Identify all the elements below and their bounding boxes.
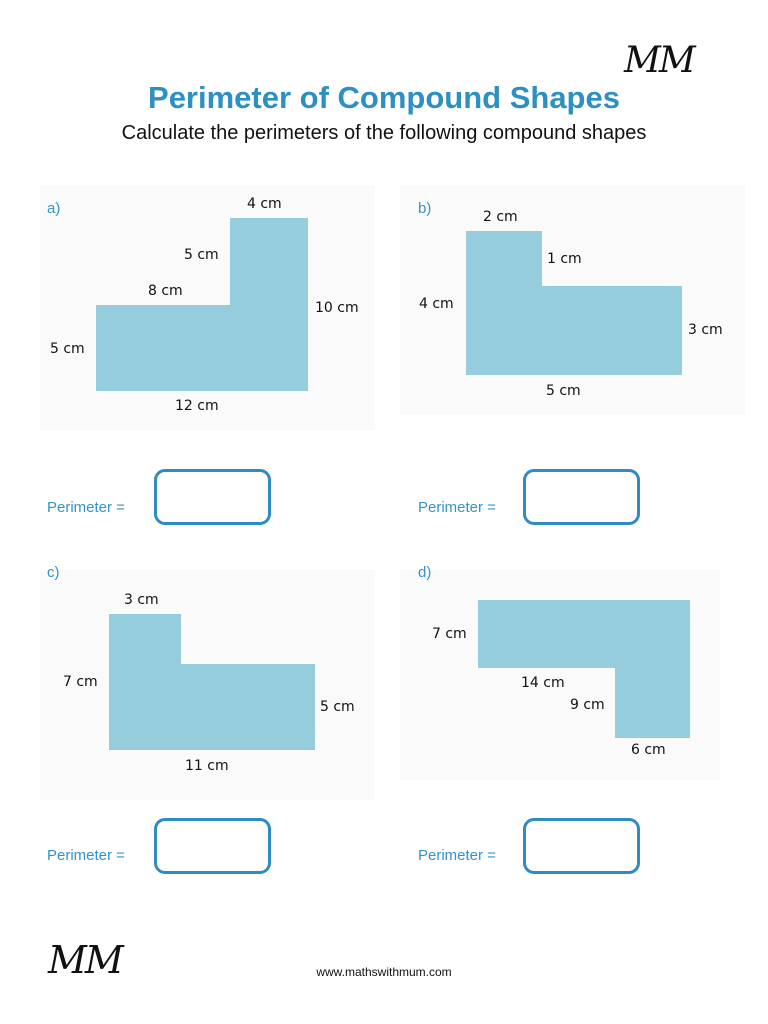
dimension-label: 8 cm xyxy=(148,283,183,299)
shape-c xyxy=(109,614,315,750)
dimension-label: 7 cm xyxy=(63,674,98,690)
dimension-label: 7 cm xyxy=(432,626,467,642)
shape-d xyxy=(478,600,690,738)
perimeter-label-b: Perimeter = xyxy=(418,499,496,516)
page-subtitle: Calculate the perimeters of the following compound shapes xyxy=(121,122,647,144)
question-b-label: b) xyxy=(418,200,432,217)
question-d-label: d) xyxy=(418,564,432,581)
perimeter-label-a: Perimeter = xyxy=(47,499,125,516)
dimension-label: 10 cm xyxy=(315,300,359,316)
page-title: Perimeter of Compound Shapes xyxy=(148,80,620,115)
dimension-label: 4 cm xyxy=(247,196,282,212)
answer-box-d[interactable] xyxy=(523,818,640,874)
perimeter-label-c: Perimeter = xyxy=(47,847,125,864)
logo-text: MM xyxy=(624,40,694,81)
dimension-label: 6 cm xyxy=(631,742,666,758)
website-url: www.mathswithmum.com xyxy=(316,965,452,979)
dimension-label: 3 cm xyxy=(688,322,723,338)
answer-box-b[interactable] xyxy=(523,469,640,525)
dimension-label: 12 cm xyxy=(175,398,219,414)
dimension-label: 4 cm xyxy=(419,296,454,312)
dimension-label: 3 cm xyxy=(124,592,159,608)
footer-logo-text: MM xyxy=(48,938,122,982)
dimension-label: 5 cm xyxy=(50,341,85,357)
answer-box-a[interactable] xyxy=(154,469,271,525)
question-a-label: a) xyxy=(47,200,61,217)
dimension-label: 5 cm xyxy=(546,383,581,399)
dimension-label: 5 cm xyxy=(184,247,219,263)
dimension-label: 11 cm xyxy=(185,758,229,774)
perimeter-label-d: Perimeter = xyxy=(418,847,496,864)
dimension-label: 14 cm xyxy=(521,675,565,691)
dimension-label: 5 cm xyxy=(320,699,355,715)
dimension-label: 2 cm xyxy=(483,209,518,225)
question-c-label: c) xyxy=(47,564,60,581)
shape-a xyxy=(96,218,308,391)
answer-box-c[interactable] xyxy=(154,818,271,874)
dimension-label: 9 cm xyxy=(570,697,605,713)
dimension-label: 1 cm xyxy=(547,251,582,267)
